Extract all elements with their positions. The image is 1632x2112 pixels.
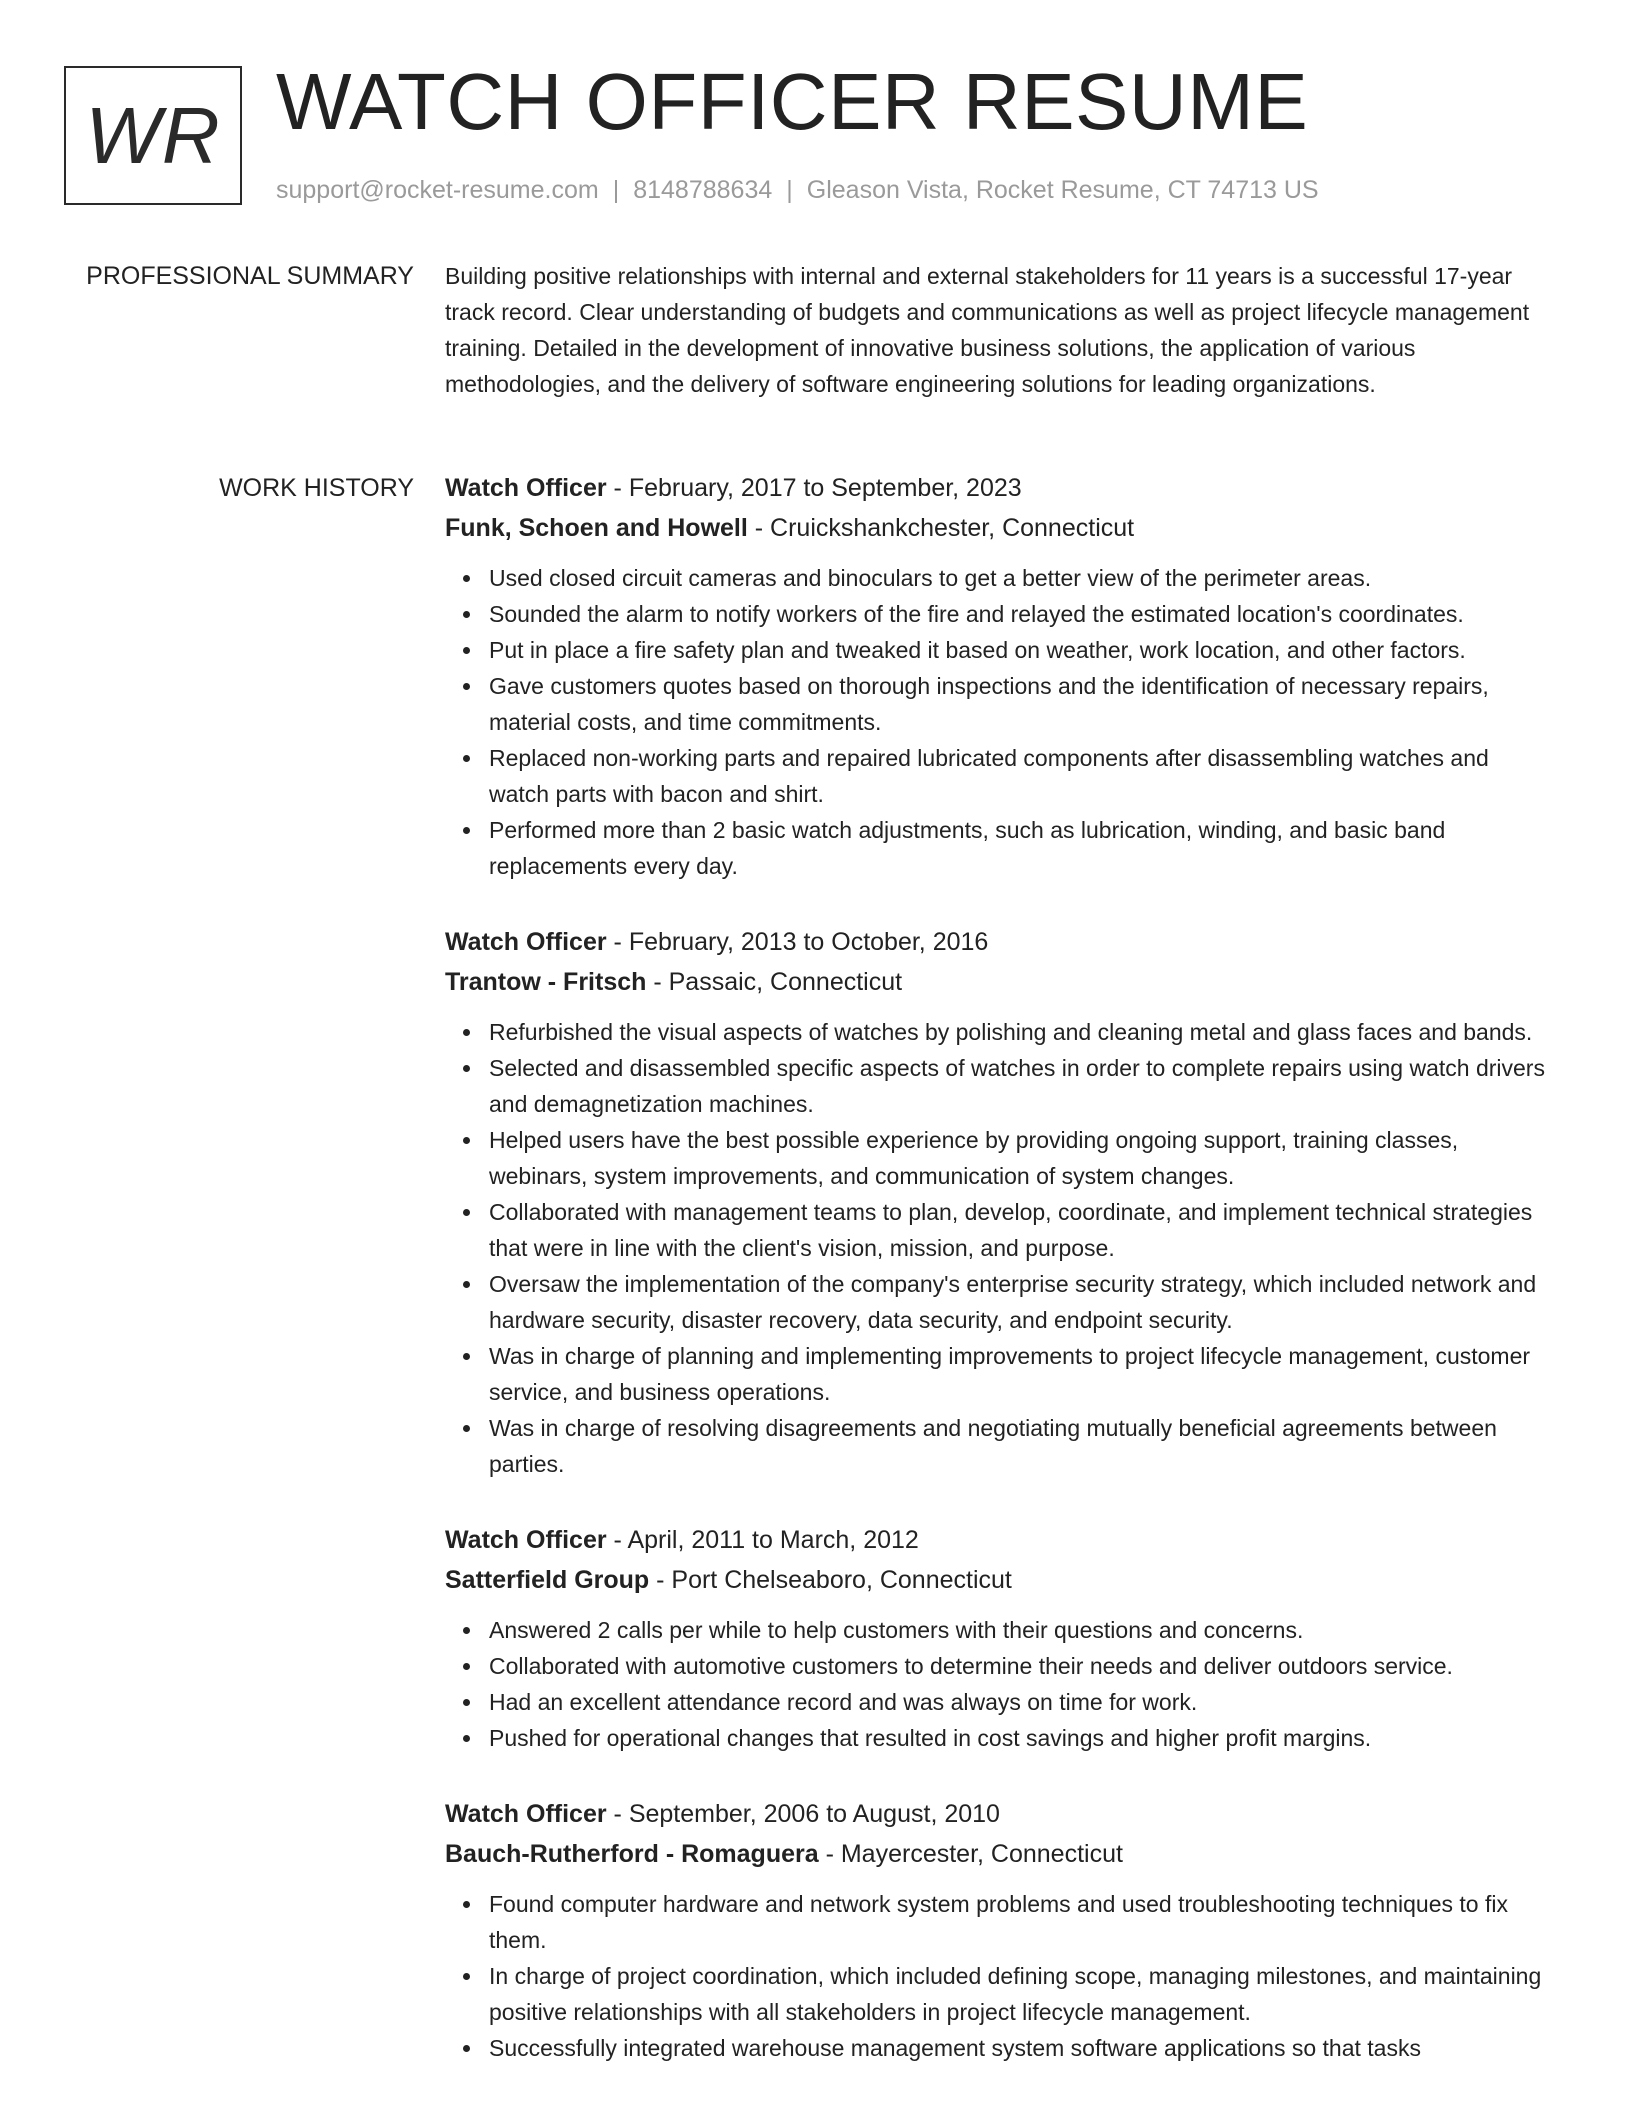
job-duties-list bbox=[445, 1612, 1555, 1756]
job-title-line bbox=[445, 922, 1555, 962]
job-company: Trantow - Fritsch bbox=[445, 968, 647, 996]
job-duty-item: Put in place a fire safety plan and tweaked it based on weather, work location, and other factors. bbox=[489, 632, 1555, 668]
job-duty-item: Collaborated with automotive customers to determine their needs and deliver outdoors service. bbox=[489, 1648, 1555, 1684]
job-duty-item: Performed more than 2 basic watch adjustments, such as lubrication, winding, and basic band replacements every day. bbox=[489, 812, 1555, 884]
contact-email: support@rocket-resume.com bbox=[276, 176, 599, 204]
job-duty-item: Replaced non-working parts and repaired lubricated components after disassembling watches and watch parts with bacon and shirt. bbox=[489, 740, 1555, 812]
contact-address: Gleason Vista, Rocket Resume, CT 74713 US bbox=[806, 176, 1319, 204]
summary-text: Building positive relationships with internal and external stakeholders for 11 years is a successful 17-year track record. Clear understanding of budgets and communications as well as project lifecycle management training. Detailed in the development of innovative business solutions, the application of various methodologies, and the delivery of software engineering solutions for leading organizations. bbox=[445, 263, 1530, 397]
job-entry bbox=[445, 468, 1555, 884]
job-title: Watch Officer bbox=[445, 474, 607, 502]
job-location: - Cruickshankchester, Connecticut bbox=[747, 514, 1135, 542]
job-entry bbox=[445, 1794, 1555, 2066]
resume-title: WATCH OFFICER RESUME bbox=[276, 57, 1309, 146]
contact-separator: | bbox=[786, 176, 793, 204]
job-duties-list bbox=[445, 1886, 1555, 2066]
job-duty-item: Pushed for operational changes that resulted in cost savings and higher profit margins. bbox=[489, 1720, 1555, 1756]
job-duty-item: Found computer hardware and network system problems and used troubleshooting techniques to fix them. bbox=[489, 1886, 1555, 1958]
job-dates: - September, 2006 to August, 2010 bbox=[606, 1800, 1000, 1828]
job-duty-item: Refurbished the visual aspects of watches by polishing and cleaning metal and glass faces and bands. bbox=[489, 1014, 1555, 1050]
contact-line bbox=[276, 173, 1319, 207]
job-duty-item: In charge of project coordination, which included defining scope, managing milestones, and maintaining positive relationships with all stakeholders in project lifecycle management. bbox=[489, 1958, 1555, 2030]
job-duty-item: Collaborated with management teams to plan, develop, coordinate, and implement technical strategies that were in line with the client's vision, mission, and purpose. bbox=[489, 1194, 1555, 1266]
contact-separator: | bbox=[612, 176, 620, 204]
job-company-line bbox=[445, 508, 1555, 548]
job-location: - Port Chelseaboro, Connecticut bbox=[649, 1566, 1012, 1594]
job-location: - Passaic, Connecticut bbox=[646, 968, 903, 996]
job-company-line bbox=[445, 1560, 1555, 1600]
job-dates: - February, 2013 to October, 2016 bbox=[606, 928, 989, 956]
job-duty-item: Was in charge of planning and implementing improvements to project lifecycle management, customer service, and business operations. bbox=[489, 1338, 1555, 1410]
contact-phone: 8148788634 bbox=[633, 176, 773, 204]
job-duties-list bbox=[445, 1014, 1555, 1482]
job-duty-item: Answered 2 calls per while to help customers with their questions and concerns. bbox=[489, 1612, 1555, 1648]
job-duty-item: Sounded the alarm to notify workers of the fire and relayed the estimated location's coordinates. bbox=[489, 596, 1555, 632]
job-title: Watch Officer bbox=[445, 1526, 607, 1554]
job-entry bbox=[445, 922, 1555, 1482]
job-dates: - February, 2017 to September, 2023 bbox=[606, 474, 1022, 502]
job-company: Funk, Schoen and Howell bbox=[445, 514, 748, 542]
job-dates: - April, 2011 to March, 2012 bbox=[606, 1526, 919, 1554]
job-duty-item: Had an excellent attendance record and was always on time for work. bbox=[489, 1684, 1555, 1720]
job-company-line bbox=[445, 1834, 1555, 1874]
job-duty-item: Helped users have the best possible experience by providing ongoing support, training classes, webinars, system improvements, and communication of system changes. bbox=[489, 1122, 1555, 1194]
job-list bbox=[445, 468, 1555, 2104]
monogram-logo bbox=[64, 66, 242, 205]
job-duty-item: Gave customers quotes based on thorough inspections and the identification of necessary repairs, material costs, and time commitments. bbox=[489, 668, 1555, 740]
job-company-line bbox=[445, 962, 1555, 1002]
job-title-line bbox=[445, 1794, 1555, 1834]
summary-heading: PROFESSIONAL SUMMARY bbox=[86, 262, 414, 290]
job-title: Watch Officer bbox=[445, 928, 607, 956]
job-duty-item: Was in charge of resolving disagreements and negotiating mutually beneficial agreements between parties. bbox=[489, 1410, 1555, 1482]
job-company: Bauch-Rutherford - Romaguera bbox=[445, 1840, 819, 1868]
job-title-line bbox=[445, 1520, 1555, 1560]
job-location: - Mayercester, Connecticut bbox=[818, 1840, 1123, 1868]
job-title-line bbox=[445, 468, 1555, 508]
job-duty-item: Used closed circuit cameras and binoculars to get a better view of the perimeter areas. bbox=[489, 560, 1555, 596]
work-history-heading: WORK HISTORY bbox=[219, 474, 414, 502]
job-duties-list bbox=[445, 560, 1555, 884]
monogram-initials: WR bbox=[85, 90, 221, 180]
job-duty-item: Selected and disassembled specific aspects of watches in order to complete repairs using watch drivers and demagnetization machines. bbox=[489, 1050, 1555, 1122]
job-company: Satterfield Group bbox=[445, 1566, 650, 1594]
job-duty-item: Oversaw the implementation of the company's enterprise security strategy, which included network and hardware security, disaster recovery, data security, and endpoint security. bbox=[489, 1266, 1555, 1338]
job-entry bbox=[445, 1520, 1555, 1756]
job-duty-item: Successfully integrated warehouse management system software applications so that tasks bbox=[489, 2030, 1555, 2066]
job-title: Watch Officer bbox=[445, 1800, 607, 1828]
